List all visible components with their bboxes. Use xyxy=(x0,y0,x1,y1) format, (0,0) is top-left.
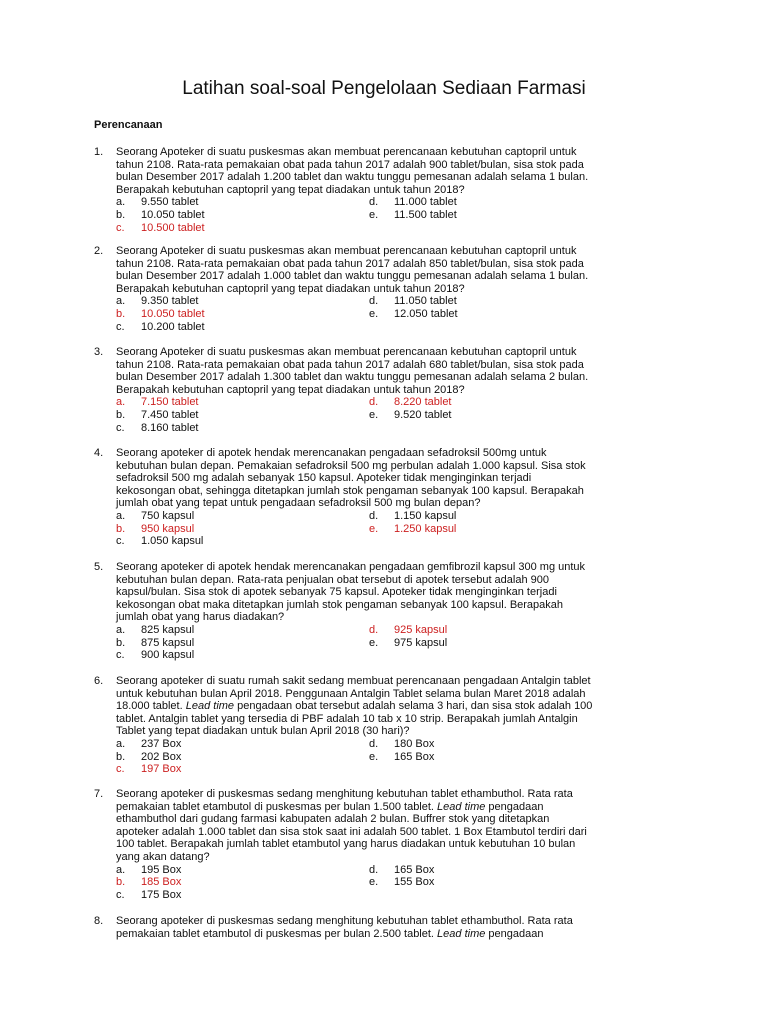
question-line: tahun 2108. Rata-rata pemakaian obat pada tahun 2017 adalah 900 tablet/bulan, sisa stok pada xyxy=(116,158,584,171)
document-title: Latihan soal-soal Pengelolaan Sediaan Farmasi xyxy=(182,78,586,99)
question-line: pemakaian tablet etambutol di puskesmas per bulan 1.500 tablet. Lead time pengadaan xyxy=(116,800,544,813)
question-5 xyxy=(94,561,676,662)
question-line: tahun 2108. Rata-rata pemakaian obat pada tahun 2017 adalah 680 tablet/bulan, sisa stok pada xyxy=(116,358,584,371)
options xyxy=(116,624,676,662)
section-heading: Perencanaan xyxy=(94,119,163,131)
question-line: kebutuhan bulan depan. Pemakaian sefadroksil 500 mg perbulan adalah 1.000 kapsul. Sisa stok xyxy=(116,459,586,472)
option-b[interactable]: b. 7.450 tablet xyxy=(116,408,199,421)
question-line: kapsul/bulan. Sisa stok di apotek sebanyak 75 kapsul. Apoteker tidak menginginkan terjadi xyxy=(116,586,557,599)
question-line: bulan Desember 2017 adalah 1.200 tablet dan waktu tunggu pemesanan adalah selama 1 bulan. xyxy=(116,171,589,184)
question-line: kekosongan obat, sehingga ditetapkan jumlah stok pengaman sebanyak 100 kapsul. Berapakah xyxy=(116,484,584,497)
options xyxy=(116,864,676,902)
option-a[interactable]: a. 7.150 tablet xyxy=(116,396,199,409)
question-number: 7. xyxy=(94,788,104,800)
question-1 xyxy=(94,146,676,234)
options xyxy=(116,510,676,548)
question-line: Seorang apoteker di puskesmas sedang menghitung kebutuhan tablet ethambuthol. Rata rata xyxy=(116,788,573,800)
option-e[interactable]: e. 11.500 tablet xyxy=(369,208,457,221)
option-e[interactable]: e. 1.250 kapsul xyxy=(369,522,457,535)
question-number: 3. xyxy=(94,346,104,358)
question-line: bulan Desember 2017 adalah 1.300 tablet dan waktu tunggu pemesanan adalah selama 2 bulan. xyxy=(116,371,589,384)
question-4 xyxy=(94,447,676,548)
question-line: kekosongan obat maka ditetapkan jumlah stok pengaman sebanyak 100 kapsul. Berapakah xyxy=(116,598,564,611)
option-a[interactable]: a. 195 Box xyxy=(116,863,182,876)
question-6 xyxy=(94,675,676,776)
option-d[interactable]: d. 925 kapsul xyxy=(369,623,448,636)
question-line: untuk kebutuhan bulan April 2018. Penggunaan Antalgin Tablet selama bulan Maret 2018 adalah xyxy=(116,687,586,700)
question-number: 2. xyxy=(94,245,104,257)
question-text xyxy=(116,346,676,396)
question-line: Seorang Apoteker di suatu puskesmas akan membuat perencanaan kebutuhan captopril untuk xyxy=(116,146,577,158)
option-d[interactable]: d. 1.150 kapsul xyxy=(369,509,457,522)
question-number: 8. xyxy=(94,915,104,927)
question-number: 6. xyxy=(94,675,104,687)
question-line: Seorang apoteker di apotek hendak merencanakan pengadaan gemfibrozil kapsul 300 mg untuk xyxy=(116,561,586,573)
question-text xyxy=(116,788,676,864)
option-b[interactable]: b. 10.050 tablet xyxy=(116,208,205,221)
option-d[interactable]: d. 8.220 tablet xyxy=(369,396,452,409)
question-line: jumlah obat yang tepat untuk pengadaan sefadroksil 500 mg bulan depan? xyxy=(116,497,481,510)
question-line: Seorang Apoteker di suatu puskesmas akan membuat perencanaan kebutuhan captopril untuk xyxy=(116,346,577,358)
question-text xyxy=(116,915,676,940)
option-c[interactable]: c. 900 kapsul xyxy=(116,649,195,662)
option-e[interactable]: e. 155 Box xyxy=(369,876,435,889)
question-line: jumlah obat yang harus diadakan? xyxy=(116,611,285,624)
question-line: Seorang apoteker di suatu rumah sakit sedang membuat perencanaan pengadaan Antalgin tablet xyxy=(116,675,591,687)
option-a[interactable]: a. 9.350 tablet xyxy=(116,295,199,308)
question-line: kebutuhan bulan depan. Rata-rata penjualan obat tersebut di apotek tersebut adalah 900 xyxy=(116,573,549,586)
question-line: tablet. Antalgin tablet yang tersedia di PBF adalah 10 tab x 10 strip. Berapakah jumlah Antalgin xyxy=(116,712,578,725)
option-c[interactable]: c. 8.160 tablet xyxy=(116,421,199,434)
question-8 xyxy=(94,915,676,940)
option-a[interactable]: a. 237 Box xyxy=(116,737,182,750)
option-d[interactable]: d. 11.050 tablet xyxy=(369,295,457,308)
option-d[interactable]: d. 11.000 tablet xyxy=(369,196,457,209)
question-line: yang akan datang? xyxy=(116,850,210,863)
question-number: 4. xyxy=(94,447,104,459)
question-line: bulan Desember 2017 adalah 1.000 tablet dan waktu tunggu pemesanan adalah selama 1 bulan. xyxy=(116,270,589,283)
question-line: Berapakah kebutuhan captopril yang tepat diadakan untuk tahun 2018? xyxy=(116,383,465,396)
question-number: 1. xyxy=(94,146,104,158)
option-e[interactable]: e. 975 kapsul xyxy=(369,636,448,649)
question-text xyxy=(116,245,676,295)
option-c[interactable]: c. 10.500 tablet xyxy=(116,221,205,234)
question-line: Tablet yang tepat diadakan untuk bulan April 2018 (30 hari)? xyxy=(116,725,410,738)
option-e[interactable]: e. 165 Box xyxy=(369,750,435,763)
options xyxy=(116,196,676,234)
question-text xyxy=(116,146,676,196)
option-b[interactable]: b. 950 kapsul xyxy=(116,522,195,535)
question-text xyxy=(116,561,676,624)
option-c[interactable]: c. 1.050 kapsul xyxy=(116,535,204,548)
option-a[interactable]: a. 9.550 tablet xyxy=(116,196,199,209)
question-line: Seorang Apoteker di suatu puskesmas akan membuat perencanaan kebutuhan captopril untuk xyxy=(116,245,577,257)
question-line: sefadroksil 500 mg adalah sebanyak 150 kapsul. Apoteker tidak menginginkan terjadi xyxy=(116,472,532,485)
option-b[interactable]: b. 10.050 tablet xyxy=(116,307,205,320)
question-line: Berapakah kebutuhan captopril yang tepat diadakan untuk tahun 2018? xyxy=(116,183,465,196)
option-c[interactable]: c. 175 Box xyxy=(116,888,182,901)
option-a[interactable]: a. 825 kapsul xyxy=(116,623,195,636)
question-number: 5. xyxy=(94,561,104,573)
question-2 xyxy=(94,245,676,333)
options xyxy=(116,738,676,776)
question-line: Seorang apoteker di puskesmas sedang menghitung kebutuhan tablet ethambuthol. Rata rata xyxy=(116,915,573,927)
question-text xyxy=(116,675,676,738)
option-c[interactable]: c. 10.200 tablet xyxy=(116,320,205,333)
option-b[interactable]: b. 185 Box xyxy=(116,876,182,889)
option-b[interactable]: b. 202 Box xyxy=(116,750,182,763)
question-line: tahun 2108. Rata-rata pemakaian obat pada tahun 2017 adalah 850 tablet/bulan, sisa stok pada xyxy=(116,257,584,270)
option-c[interactable]: c. 197 Box xyxy=(116,763,182,776)
question-3 xyxy=(94,346,676,434)
option-e[interactable]: e. 12.050 tablet xyxy=(369,307,458,320)
question-line: 100 tablet. Berapakah jumlah tablet etambutol yang harus diadakan untuk kebutuhan 10 bulan xyxy=(116,838,576,851)
options xyxy=(116,396,676,434)
question-line: 18.000 tablet. Lead time pengadaan obat tersebut adalah selama 3 hari, dan sisa stok adalah 100 xyxy=(116,700,593,713)
question-line: Seorang apoteker di apotek hendak merencanakan pengadaan sefadroksil 500mg untuk xyxy=(116,447,547,459)
question-text xyxy=(116,447,676,510)
option-a[interactable]: a. 750 kapsul xyxy=(116,509,195,522)
question-7 xyxy=(94,788,676,901)
option-e[interactable]: e. 9.520 tablet xyxy=(369,408,452,421)
question-line: Berapakah kebutuhan captopril yang tepat diadakan untuk tahun 2018? xyxy=(116,282,465,295)
option-d[interactable]: d. 180 Box xyxy=(369,737,435,750)
options xyxy=(116,295,676,333)
question-line: apoteker adalah 1.000 tablet dan sisa stok saat ini adalah 500 tablet. 1 Box Etambutol terdiri dari xyxy=(116,825,587,838)
question-line: pemakaian tablet etambutol di puskesmas per bulan 2.500 tablet. Lead time pengadaan xyxy=(116,927,544,940)
question-line: ethambuthol dari gudang farmasi kabupaten adalah 2 bulan. Buffrer stok yang ditetapkan xyxy=(116,813,550,826)
option-d[interactable]: d. 165 Box xyxy=(369,863,435,876)
option-b[interactable]: b. 875 kapsul xyxy=(116,636,195,649)
